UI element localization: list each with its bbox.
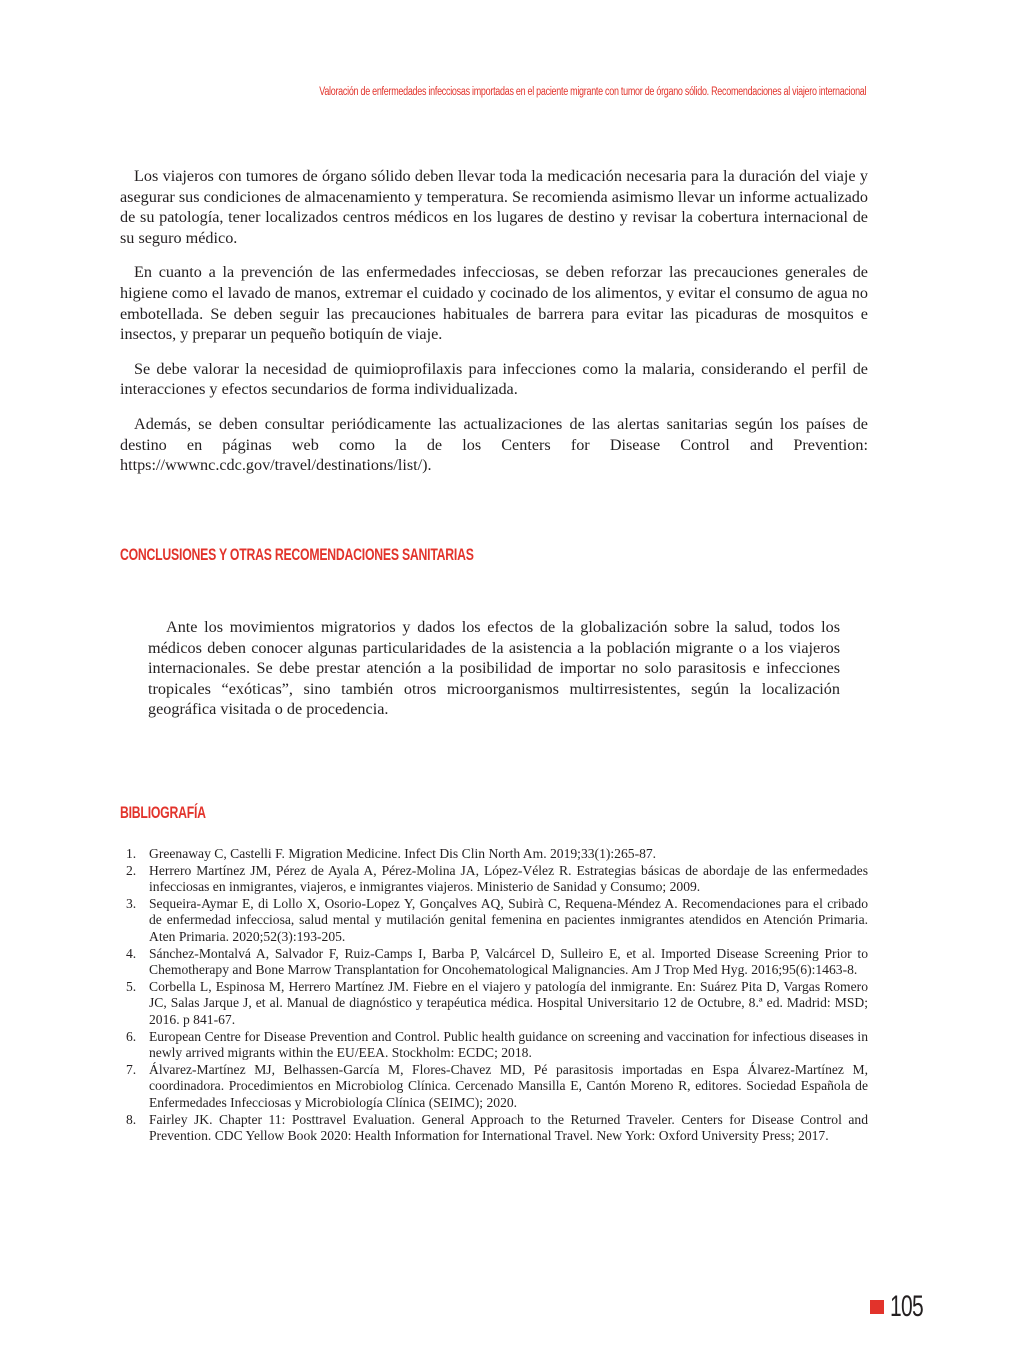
red-square-icon bbox=[870, 1300, 884, 1314]
reference-number: 1. bbox=[126, 846, 137, 861]
reference-number: 8. bbox=[126, 1111, 137, 1127]
reference-item bbox=[120, 896, 868, 946]
reference-item bbox=[120, 946, 868, 979]
reference-number: 2. bbox=[126, 862, 137, 878]
reference-number: 3. bbox=[126, 895, 137, 911]
reference-number: 4. bbox=[126, 945, 137, 961]
body-paragraph: Los viajeros con tumores de órgano sólido deben llevar toda la medicación necesaria para la duración del viaje y asegurar sus condiciones de almacenamiento y temperatura. Se recomienda asimismo llevar un informe actualizado de su patología, tener localizados centros médicos en los lugares de destino y revisar la cobertura internacional de su seguro médico. bbox=[120, 167, 868, 247]
reference-item bbox=[120, 1062, 868, 1112]
reference-text: Herrero Martínez JM, Pérez de Ayala A, Pérez-Molina JA, López-Vélez R. Estrategias básicas de abordaje de las enfermedades infecciosas en inmigrantes, viajeros, e inmigrantes viajeros. Ministerio de Sanidad y Consumo; 2009. bbox=[149, 862, 868, 895]
reference-text: Sánchez-Montalvá A, Salvador F, Ruiz-Camps I, Barba P, Valcárcel D, Sulleiro E, et al. Imported Disease Screening Prior to Chemotherapy and Bone Marrow Transplantation for Oncohematological Malignancies. Am J Trop Med Hyg. 2016;95(6):1463-8. bbox=[149, 945, 868, 978]
reference-item bbox=[120, 1029, 868, 1062]
reference-text: Greenaway C, Castelli F. Migration Medicine. Infect Dis Clin North Am. 2019;33(1):265-87. bbox=[149, 846, 657, 861]
reference-list bbox=[120, 846, 868, 1145]
reference-number: 5. bbox=[126, 978, 137, 994]
conclusions-text: Ante los movimientos migratorios y dados los efectos de la globalización sobre la salud, todos los médicos deben conocer algunas particularidades de la asistencia a la población migrante o a los viajeros internacionales. Se debe prestar atención a la posibilidad de importar no solo parasitosis e infecciones tropicales “exóticas”, sino también otros microorganismos multirresistentes, según la localización geográfica visitada o de procedencia. bbox=[148, 618, 840, 719]
reference-text: European Centre for Disease Prevention and Control. Public health guidance on screening and vaccination for infectious diseases in newly arrived migrants within the EU/EEA. Stockholm: ECDC; 2018. bbox=[149, 1028, 868, 1061]
reference-text: Corbella L, Espinosa M, Herrero Martínez JM. Fiebre en el viajero y patología del inmigrante. En: Suárez Pita D, Vargas Romero JC, Salas Jarque J, et al. Manual de diagnóstico y terapéutica médica. Hospital Universitario 12 de Octubre, 8.ª ed. Madrid: MSD; 2016. p 841-67. bbox=[149, 978, 868, 1027]
reference-item bbox=[120, 1112, 868, 1145]
reference-number: 6. bbox=[126, 1028, 137, 1044]
reference-item bbox=[120, 846, 868, 863]
section-heading-bibliography: BIBLIOGRAFÍA bbox=[120, 803, 206, 822]
body-paragraph: Se debe valorar la necesidad de quimioprofilaxis para infecciones como la malaria, considerando el perfil de interacciones y efectos secundarios de forma individualizada. bbox=[120, 359, 868, 399]
section-heading-conclusions: CONCLUSIONES Y OTRAS RECOMENDACIONES SANITARIAS bbox=[120, 545, 474, 564]
reference-text: Fairley JK. Chapter 11: Posttravel Evaluation. General Approach to the Returned Traveler. Centers for Disease Control and Prevention. CDC Yellow Book 2020: Health Information for International Travel. New York: Oxford University Press; 2017. bbox=[149, 1111, 868, 1144]
body-paragraph: En cuanto a la prevención de las enfermedades infecciosas, se deben reforzar las precauciones generales de higiene como el lavado de manos, extremar el cuidado y cocinado de los alimentos, y evitar el consumo de agua no embotellada. Se deben seguir las precauciones habituales de barrera para evitar las picaduras de mosquitos e insectos, y preparar un pequeño botiquín de viaje. bbox=[120, 263, 868, 344]
running-header: Valoración de enfermedades infecciosas importadas en el paciente migrante con tumor de órgano sólido. Recomendaciones al viajero internacional bbox=[319, 86, 866, 98]
reference-text: Álvarez-Martínez MJ, Belhassen-García M, Flores-Chavez MD, Pé parasitosis importadas en Espa Álvarez-Martínez M, coordinadora. Procedimientos en Microbiolog Clínica. Cercenado Mansilla E, Cantón Moreno R, editores. Sociedad Española de Enfermedades Infecciosas y Microbiología Clínica (SEIMC); 2020. bbox=[149, 1061, 868, 1110]
reference-item bbox=[120, 979, 868, 1029]
reference-item bbox=[120, 863, 868, 896]
page-footer bbox=[870, 1290, 937, 1324]
reference-text: Sequeira-Aymar E, di Lollo X, Osorio-Lopez Y, Gonçalves AQ, Subirà C, Requena-Méndez A. Recomendaciones para el cribado de enfermedad infecciosa, salud mental y mutilación genital femenina en pacientes inmigrantes atendidos en Atención Primaria. Aten Primaria. 2020;52(3):193-205. bbox=[149, 895, 868, 944]
body-paragraph: Además, se deben consultar periódicamente las actualizaciones de las alertas sanitarias según los países de destino en páginas web como la de los Centers for Disease Control and Prevention: https://wwwnc.cdc.gov/travel/destinations/list/). bbox=[120, 414, 868, 475]
body-text bbox=[120, 166, 868, 490]
reference-number: 7. bbox=[126, 1061, 137, 1077]
page-number: 105 bbox=[889, 1290, 923, 1323]
